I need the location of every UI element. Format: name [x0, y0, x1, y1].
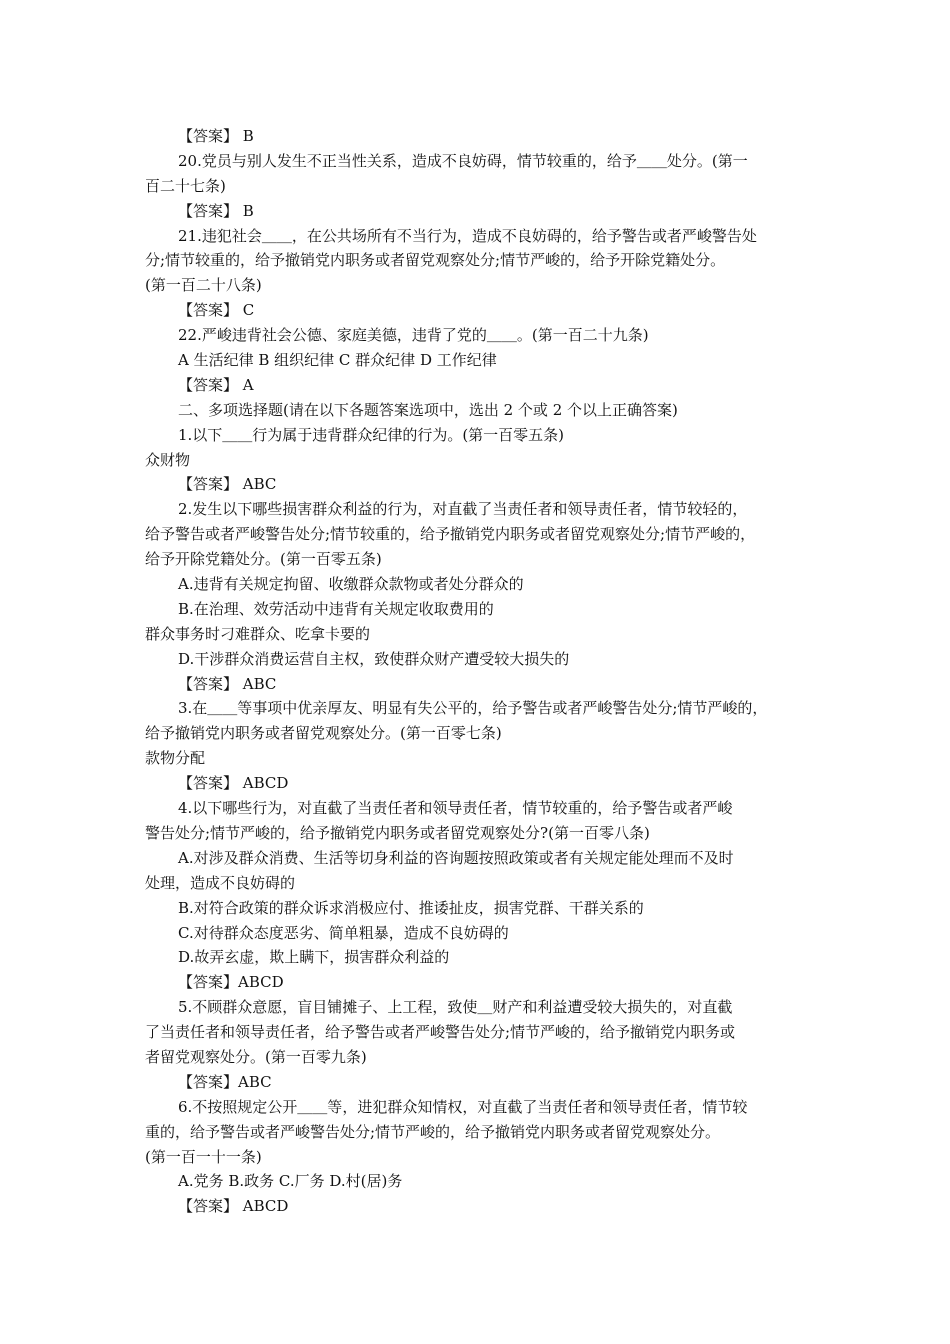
text-line: 【答案】 ABC — [178, 674, 277, 693]
text-line: D.干涉群众消费运营自主权，致使群众财产遭受较大损失的 — [178, 649, 570, 668]
text-line: 【答案】 ABC — [178, 475, 277, 494]
text-line: A.违背有关规定拘留、收缴群众款物或者处分群众的 — [178, 575, 524, 594]
document-page — [145, 124, 808, 1219]
text-line: 【答案】 ABCD — [178, 774, 289, 793]
text-line: 【答案】 A — [178, 375, 254, 394]
text-line: 【答案】 B — [178, 201, 254, 220]
text-line: B.在治理、效劳活动中违背有关规定收取费用的 — [178, 599, 494, 618]
text-line: B.对符合政策的群众诉求消极应付、推诿扯皮，损害党群、干群关系的 — [178, 898, 644, 917]
text-line: 群众事务时刁难群众、吃拿卡要的 — [145, 624, 371, 643]
text-line: 重的，给予警告或者严峻警告处分;情节严峻的，给予撤销党内职务或者留党观察处分。 — [145, 1122, 721, 1141]
text-line: A 生活纪律 B 组织纪律 C 群众纪律 D 工作纪律 — [178, 351, 497, 370]
text-line: 【答案】 ABCD — [178, 1197, 289, 1216]
text-line: 5.不顾群众意愿，盲目铺摊子、上工程，致使＿财产和利益遭受较大损失的，对直截 — [178, 998, 733, 1017]
text-line: 款物分配 — [145, 749, 206, 768]
text-line: 【答案】 B — [178, 127, 254, 145]
text-line: 【答案】 C — [178, 301, 255, 320]
text-line: 20.党员与别人发生不正当性关系，造成不良妨碍，情节较重的，给予＿＿处分。(第一 — [178, 151, 748, 170]
text-line: 21.违犯社会＿＿，在公共场所有不当行为，造成不良妨碍的，给予警告或者严峻警告处 — [178, 226, 757, 245]
text-line: 22.严峻违背社会公德、家庭美德，违背了党的＿＿。(第一百二十九条) — [178, 326, 649, 345]
text-line: (第一百二十八条) — [145, 276, 262, 295]
text-line: 【答案】ABC — [178, 1072, 272, 1091]
text-line: A.党务 B.政务 C.厂务 D.村(居)务 — [178, 1172, 403, 1191]
text-line: 给予警告或者严峻警告处分;情节较重的，给予撤销党内职务或者留党观察处分;情节严峻的， — [145, 525, 756, 544]
text-line: 2.发生以下哪些损害群众利益的行为，对直截了当责任者和领导责任者，情节较轻的， — [178, 500, 748, 519]
text-line: 了当责任者和领导责任者，给予警告或者严峻警告处分;情节严峻的，给予撤销党内职务或 — [145, 1023, 736, 1042]
text-line: 分;情节较重的，给予撤销党内职务或者留党观察处分;情节严峻的，给予开除党籍处分。 — [145, 251, 726, 270]
text-line: (第一百一十一条) — [145, 1147, 262, 1166]
text-line: 3.在＿＿等事项中优亲厚友、明显有失公平的，给予警告或者严峻警告处分;情节严峻的， — [178, 699, 768, 718]
text-line: 6.不按照规定公开＿＿等，进犯群众知情权，对直截了当责任者和领导责任者，情节较 — [178, 1097, 748, 1116]
text-line: 4.以下哪些行为，对直截了当责任者和领导责任者，情节较重的，给予警告或者严峻 — [178, 799, 733, 818]
text-line: 给予开除党籍处分。(第一百零五条) — [145, 550, 382, 569]
text-line: A.对涉及群众消费、生活等切身利益的咨询题按照政策或者有关规定能处理而不及时 — [178, 848, 734, 867]
text-line: 二、多项选择题(请在以下各题答案选项中，选出 2 个或 2 个以上正确答案) — [178, 400, 678, 419]
text-line: 【答案】ABCD — [178, 973, 284, 992]
text-line: 者留党观察处分。(第一百零九条) — [145, 1047, 367, 1066]
text-line: 百二十七条) — [145, 176, 226, 195]
text-line: D.故弄玄虚，欺上瞒下，损害群众利益的 — [178, 948, 450, 967]
text-line: 给予撤销党内职务或者留党观察处分。(第一百零七条) — [145, 724, 502, 743]
text-line: 1.以下＿＿行为属于违背群众纪律的行为。(第一百零五条) — [178, 425, 565, 444]
text-line: C.对待群众态度恶劣、简单粗暴，造成不良妨碍的 — [178, 923, 509, 942]
text-line: 处理，造成不良妨碍的 — [145, 873, 296, 892]
text-line: 众财物 — [145, 450, 191, 469]
text-line: 警告处分;情节严峻的，给予撤销党内职务或者留党观察处分?(第一百零八条) — [145, 823, 650, 842]
